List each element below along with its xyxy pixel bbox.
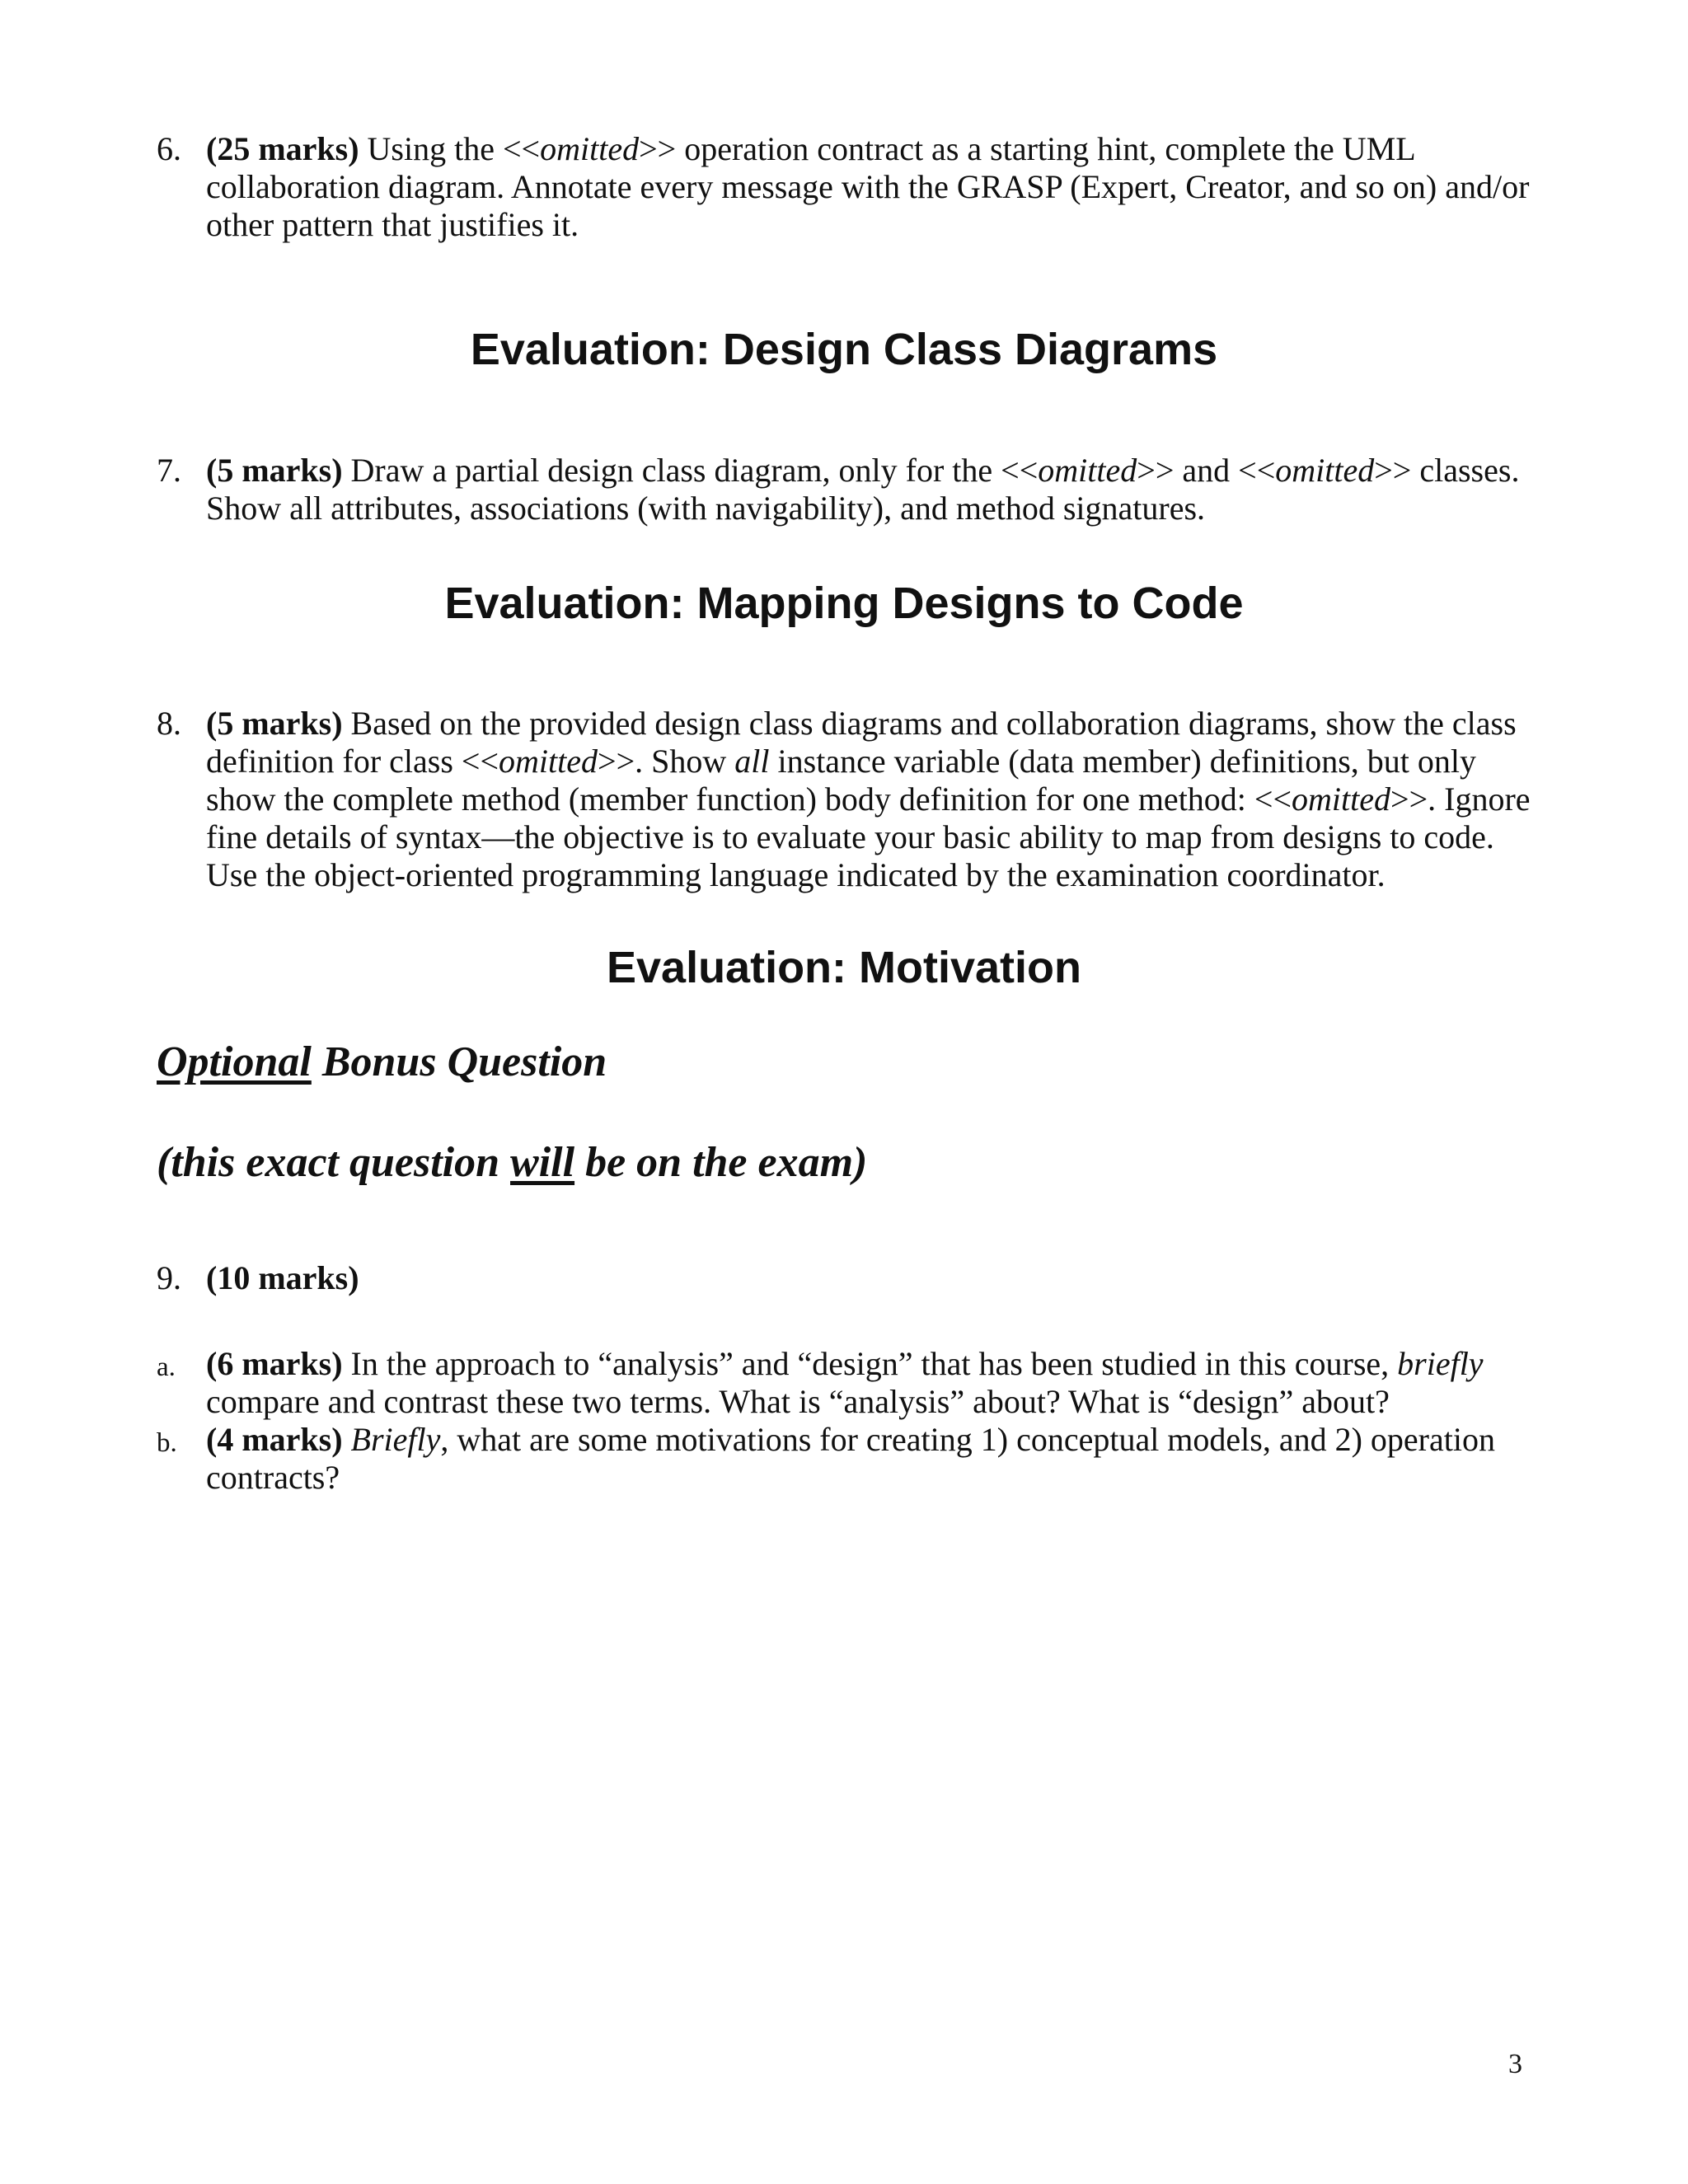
question-6-number: 6.: [157, 130, 181, 167]
bonus-title-text: Bonus Question: [311, 1038, 607, 1085]
question-7-text-part: >> classes. Show all attributes, associations (with navigability), and method signatures.: [206, 452, 1520, 527]
omitted-placeholder: omitted: [1275, 452, 1375, 489]
question-6-text-part: >> operation contract as a starting hint, complete the UML collaboration diagram. Annotate every message with the GRASP (Expert, Creator, and so on) and/or other pattern that justifies it.: [206, 130, 1530, 243]
question-8-number: 8.: [157, 705, 181, 742]
question-7-text-part: >> and <<: [1137, 452, 1276, 489]
question-9-marks: (10 marks): [206, 1259, 359, 1296]
section-heading-mapping-designs-to-code: Evaluation: Mapping Designs to Code: [444, 579, 1244, 628]
will-underlined: will: [510, 1139, 575, 1186]
question-9a-label: a.: [157, 1352, 176, 1382]
section-heading-design-class-diagrams: Evaluation: Design Class Diagrams: [470, 325, 1218, 374]
question-9-text: [206, 1259, 1541, 1297]
emphasis-briefly: Briefly: [350, 1421, 441, 1458]
question-8-text: [206, 705, 1541, 894]
question-8-text-part: >>. Ignore fine details of syntax—the objective is to evaluate your basic ability to map from designs to code. Use the object-oriented programming language indicated by the examination coordinator.: [206, 780, 1531, 893]
bonus-note-text: be on the exam): [574, 1139, 868, 1186]
emphasis-all: all: [734, 743, 770, 780]
omitted-placeholder: omitted: [499, 743, 598, 780]
page-number: 3: [1508, 2049, 1522, 2079]
section-heading-motivation: Evaluation: Motivation: [606, 943, 1082, 992]
question-9a-text-part: compare and contrast these two terms. What is “analysis” about? What is “design” about?: [206, 1383, 1390, 1420]
question-9a-marks: (6 marks): [206, 1345, 343, 1382]
question-9b-text: [206, 1421, 1541, 1497]
question-7-number: 7.: [157, 452, 181, 489]
question-8-text-part: Based on the provided design class diagrams and collaboration diagrams, show the class definition for class <<: [206, 705, 1517, 780]
question-7-text: [206, 452, 1541, 527]
emphasis-briefly: briefly: [1397, 1345, 1484, 1382]
omitted-placeholder: omitted: [1292, 780, 1391, 818]
question-8-text-part: >>. Show: [598, 743, 735, 780]
question-9b-text-part: , what are some motivations for creating 1) conceptual models, and 2) operation contracts?: [206, 1421, 1495, 1496]
omitted-placeholder: omitted: [1038, 452, 1137, 489]
optional-underlined: Optional: [157, 1038, 312, 1085]
bonus-question-title: [157, 1037, 607, 1088]
question-9b-label: b.: [157, 1428, 177, 1458]
question-9a-text-part: In the approach to “analysis” and “design” that has been studied in this course,: [342, 1345, 1398, 1382]
question-9-number: 9.: [157, 1259, 181, 1296]
question-8-marks: (5 marks): [206, 705, 343, 742]
question-7-text-part: Draw a partial design class diagram, only for the <<: [342, 452, 1039, 489]
omitted-placeholder: omitted: [540, 130, 640, 167]
question-6-marks: (25 marks): [206, 130, 359, 167]
bonus-note-text: (this exact question: [157, 1139, 511, 1186]
question-9b-marks: (4 marks): [206, 1421, 343, 1458]
question-6-text-part: Using the <<: [359, 130, 541, 167]
question-6-text: [206, 130, 1541, 244]
bonus-question-note: [157, 1137, 867, 1188]
question-7-marks: (5 marks): [206, 452, 343, 489]
question-9a-text: [206, 1345, 1541, 1421]
question-8-text-part: instance variable (data member) definitions, but only show the complete method (member function) body definition for one method: <<: [206, 743, 1477, 818]
